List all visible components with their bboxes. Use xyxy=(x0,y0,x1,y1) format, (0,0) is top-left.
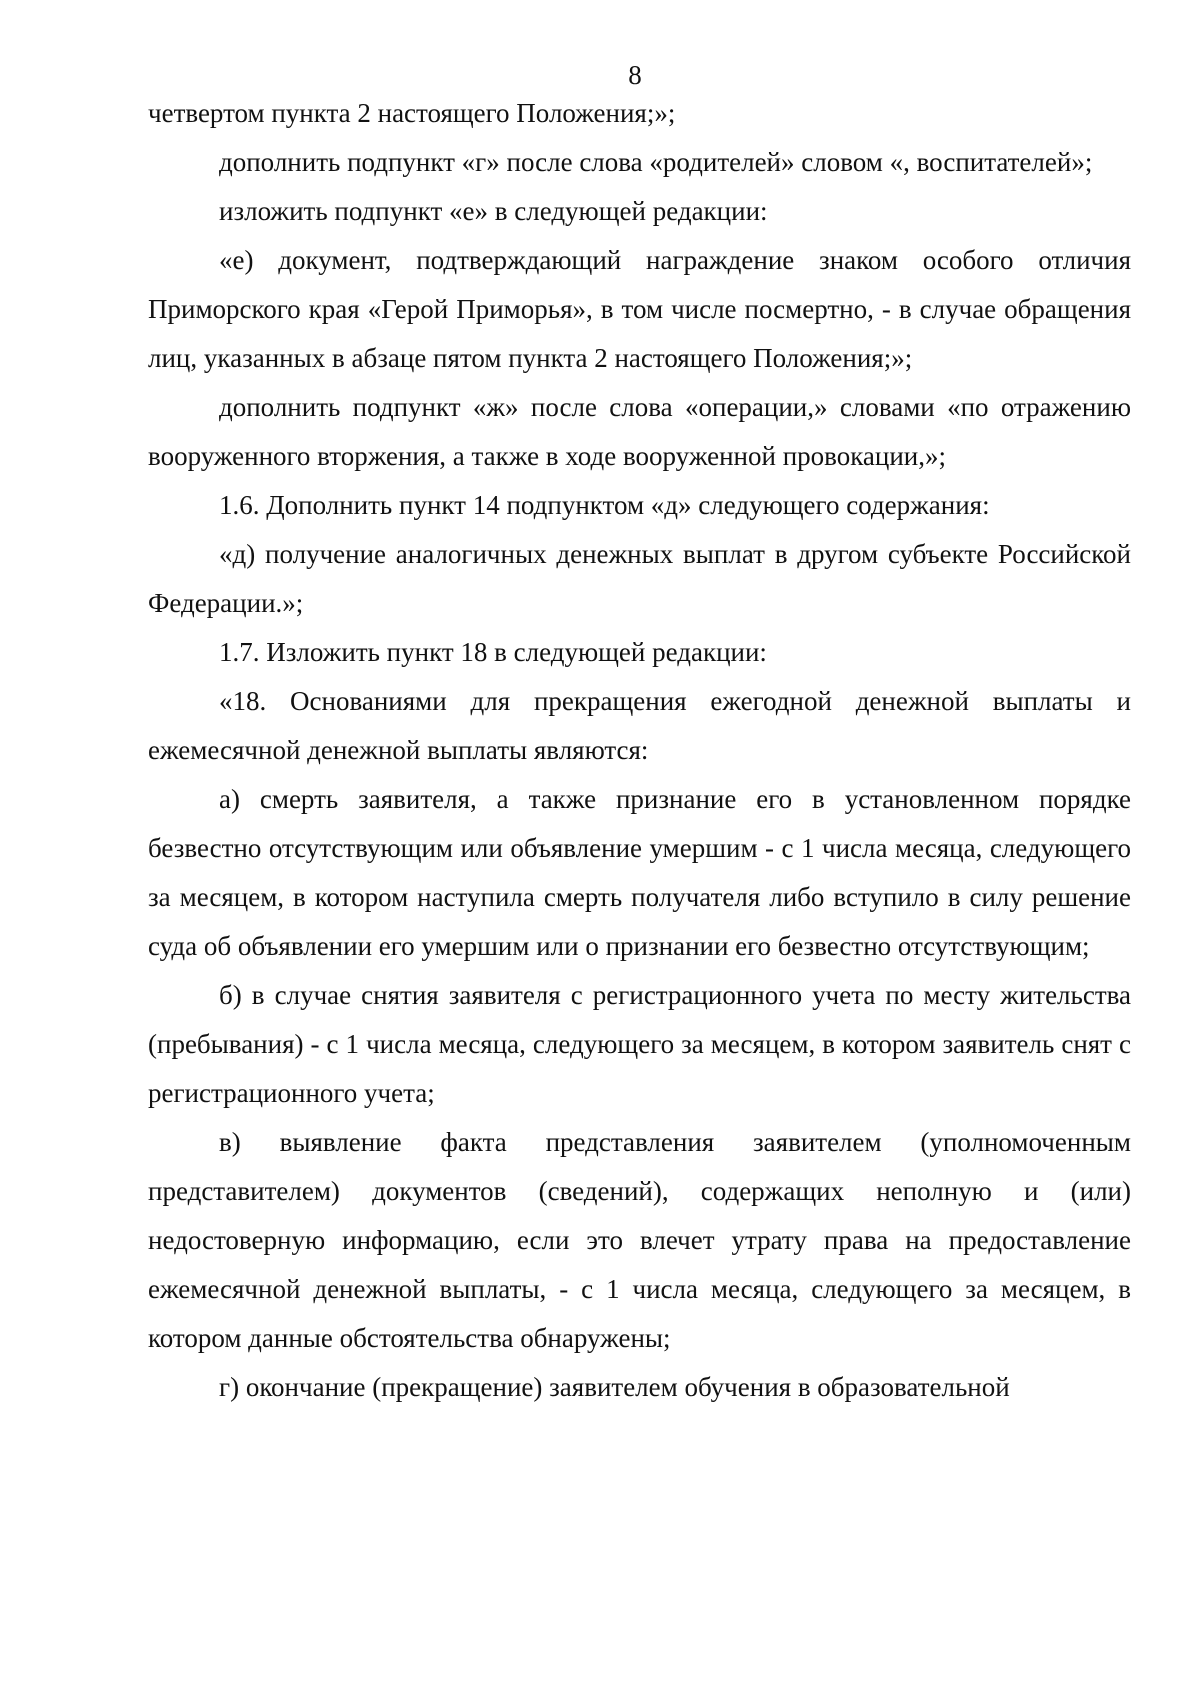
paragraph-8: 1.7. Изложить пункт 18 в следующей редакции: xyxy=(219,637,767,667)
paragraph-6: 1.6. Дополнить пункт 14 подпунктом «д» следующего содержания: xyxy=(219,490,990,520)
paragraph-11: б) в случае снятия заявителя с регистрационного учета по месту жительства (пребывания) - с 1 числа месяца, следующего за месяцем, в котором заявитель снят с регистрационного учета; xyxy=(148,980,1131,1108)
document-body xyxy=(148,89,1131,1412)
paragraph-9: «18. Основаниями для прекращения ежегодной денежной выплаты и ежемесячной денежной выплаты являются: xyxy=(148,686,1131,765)
paragraph-12: в) выявление факта представления заявителем (уполномоченным представителем) документов (сведений), содержащих неполную и (или) недостоверную информацию, если это влечет утрату права на предоставление ежемесячной денежной выплаты, - с 1 числа месяца, следующего за месяцем, в котором данные обстоятельства обнаружены; xyxy=(148,1127,1131,1353)
paragraph-7: «д) получение аналогичных денежных выплат в другом субъекте Российской Федерации.»; xyxy=(148,539,1131,618)
page-number: 8 xyxy=(628,60,642,90)
paragraph-4: «е) документ, подтверждающий награждение знаком особого отличия Приморского края «Герой Приморья», в том числе посмертно, - в случае обращения лиц, указанных в абзаце пятом пункта 2 настоящего Положения;»; xyxy=(148,245,1131,373)
paragraph-10: а) смерть заявителя, а также признание его в установленном порядке безвестно отсутствующим или объявление умершим - с 1 числа месяца, следующего за месяцем, в котором наступила смерть получателя либо вступило в силу решение суда об объявлении его умершим или о признании его безвестно отсутствующим; xyxy=(148,784,1131,961)
paragraph-5: дополнить подпункт «ж» после слова «операции,» словами «по отражению вооруженного вторжения, а также в ходе вооруженной провокации,»; xyxy=(148,392,1131,471)
paragraph-2: дополнить подпункт «г» после слова «родителей» словом «, воспитателей»; xyxy=(219,147,1093,177)
paragraph-1: четвертом пункта 2 настоящего Положения;»; xyxy=(148,98,676,128)
paragraph-3: изложить подпункт «е» в следующей редакции: xyxy=(219,196,768,226)
paragraph-13: г) окончание (прекращение) заявителем обучения в образовательной xyxy=(219,1372,1010,1402)
